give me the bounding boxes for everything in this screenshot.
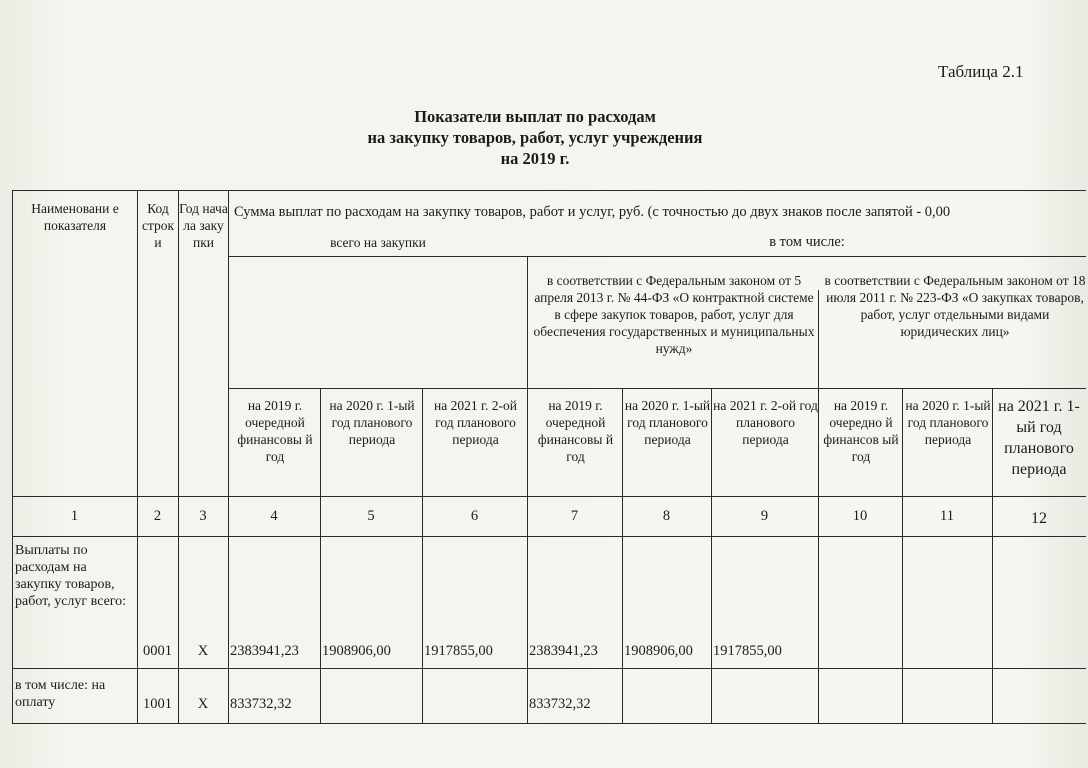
row-1-value-8: 1908906,00 <box>624 643 693 659</box>
row-1-value-4: 2383941,23 <box>230 643 299 659</box>
col-number-7: 7 <box>570 508 579 524</box>
row-1-value-9: 1917855,00 <box>713 643 782 659</box>
row-2-year: Х <box>197 696 209 712</box>
col-number-5: 5 <box>367 508 375 524</box>
title-line-2: на закупку товаров, работ, услуг учреждения <box>367 128 703 147</box>
header-law44: в соответствии с Федеральным законом от 5 апреля 2013 г. № 44-ФЗ «О контрактной системе в сфере закупок товаров, работ, услуг для обеспечения государственных и муниципальных нужд» <box>533 273 815 356</box>
header-law223: в соответствии с Федеральным законом от 18 июля 2011 г. № 223-ФЗ «О закупках товаров, работ, услуг отдельными видами юридических лиц» <box>824 273 1086 339</box>
row-1-value-6: 1917855,00 <box>424 643 493 659</box>
header-period-8: на 2020 г. 1-ый год планового периода <box>905 398 991 447</box>
col-number-2: 2 <box>153 508 162 524</box>
col-number-9: 9 <box>760 508 769 524</box>
row-1-year: Х <box>197 643 209 659</box>
col-number-4: 4 <box>270 508 278 524</box>
payments-table <box>12 190 1086 724</box>
header-period-5: на 2020 г. 1-ый год планового периода <box>624 398 711 447</box>
title-line-1: Показатели выплат по расходам <box>414 107 656 126</box>
header-period-4: на 2019 г. очередной финансовы й год <box>537 398 614 464</box>
title-line-3: на 2019 г. <box>500 149 570 168</box>
header-total-group: всего на закупки <box>330 235 426 250</box>
header-period-1: на 2019 г. очередной финансовы й год <box>237 398 313 464</box>
col-number-3: 3 <box>199 508 207 524</box>
header-period-7: на 2019 г. очередно й финансов ый год <box>823 398 899 464</box>
col-number-6: 6 <box>470 508 479 524</box>
row-1-value-5: 1908906,00 <box>322 643 391 659</box>
row-2-value-7: 833732,32 <box>529 696 591 712</box>
row-2-code: 1001 <box>143 696 172 712</box>
row-2-name: в том числе: на оплату <box>15 678 106 710</box>
col-number-10: 10 <box>852 508 868 524</box>
col-number-12: 12 <box>1031 510 1047 527</box>
header-period-3: на 2021 г. 2-ой год планового периода <box>434 398 517 447</box>
row-1-value-7: 2383941,23 <box>529 643 598 659</box>
row-1-code: 0001 <box>143 643 172 659</box>
col-number-11: 11 <box>940 508 954 524</box>
header-including-group: в том числе: <box>769 234 845 250</box>
row-2-value-4: 833732,32 <box>230 696 292 712</box>
header-name: Наименовани е показателя <box>31 201 119 233</box>
row-1-name: Выплаты по расходам на закупку товаров, работ, услуг всего: <box>15 543 127 609</box>
col-number-8: 8 <box>662 508 671 524</box>
header-year: Год нача ла заку пки <box>179 201 228 250</box>
header-code: Код строк и <box>141 201 175 250</box>
document-title <box>300 106 770 169</box>
header-period-6: на 2021 г. 2-ой год планового периода <box>713 398 818 447</box>
header-period-2: на 2020 г. 1-ый год планового периода <box>329 398 415 447</box>
col-number-1: 1 <box>70 508 79 524</box>
header-period-9: на 2021 г. 1-ый год планового периода <box>998 398 1080 478</box>
table-number: Таблица 2.1 <box>938 62 1024 81</box>
header-sum: Сумма выплат по расходам на закупку товаров, работ и услуг, руб. (с точностью до двух знаков после запятой - 0,00 <box>234 204 951 220</box>
